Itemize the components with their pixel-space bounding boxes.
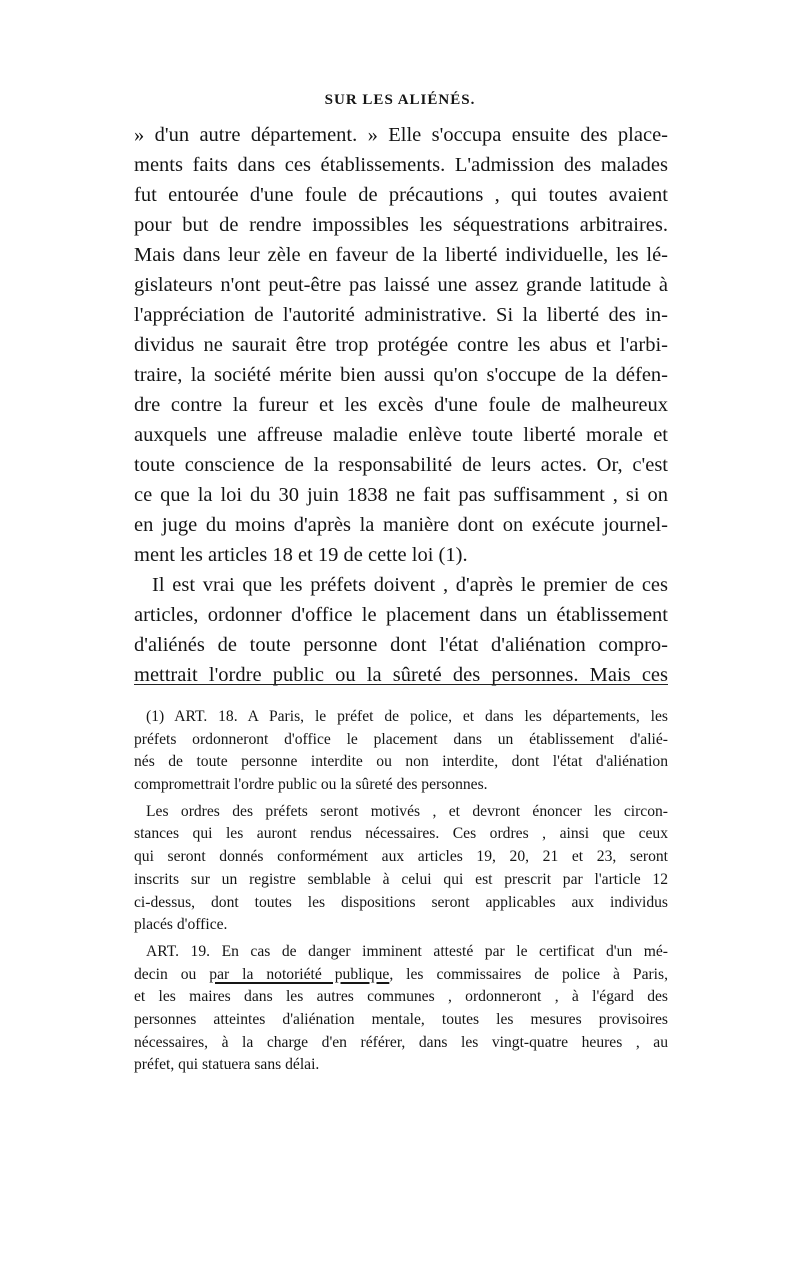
- body-line: articles, ordonner d'office le placement dans un établissement: [134, 604, 668, 626]
- body-line: dividus ne saurait être trop protégée contre les abus et l'arbi-: [134, 334, 668, 356]
- body-line: ce que la loi du 30 juin 1838 ne fait pas suffisamment , si on: [134, 484, 668, 506]
- body-line: Mais dans leur zèle en faveur de la liberté individuelle, les lé-: [134, 244, 668, 266]
- footnote-line: Les ordres des préfets seront motivés , et devront énoncer les circon-: [146, 802, 668, 820]
- footnote-line: (1) ART. 18. A Paris, le préfet de police, et dans les départements, les: [146, 708, 668, 725]
- footnote-line: ci-dessus, dont toutes les dispositions seront applicables aux individus: [134, 893, 668, 911]
- body-line: mettrait l'ordre public ou la sûreté des personnes. Mais ces: [134, 664, 668, 686]
- footnote-line: qui seront donnés conformément aux articles 19, 20, 21 et 23, seront: [134, 848, 668, 866]
- body-line: gislateurs n'ont peut-être pas laissé une assez grande latitude à: [134, 274, 668, 296]
- body-line: fut entourée d'une foule de précautions , qui toutes avaient: [134, 184, 668, 206]
- footnote-line: [134, 964, 668, 987]
- underlined-phrase: par la notoriété publique: [209, 965, 390, 983]
- body-line: pour but de rendre impossibles les séquestrations arbitraires.: [134, 214, 668, 236]
- footnote-line: préfets ordonneront d'office le placement dans un établissement d'alié-: [134, 730, 668, 748]
- footnote-line: compromettrait l'ordre public ou la sûreté des personnes.: [134, 776, 488, 794]
- footnote-line: personnes atteintes d'aliénation mentale, toutes les mesures provisoires: [134, 1010, 668, 1028]
- footnote-line: ART. 19. En cas de danger imminent attesté par le certificat d'un mé-: [146, 942, 668, 960]
- body-line: ment les articles 18 et 19 de cette loi (1).: [134, 544, 468, 566]
- footnote-line: stances qui les auront rendus nécessaires. Ces ordres , ainsi que ceux: [134, 825, 668, 843]
- footnote-line: inscrits sur un registre semblable à celui qui est prescrit par l'article 12: [134, 870, 668, 888]
- body-line: Il est vrai que les préfets doivent , d'après le premier de ces: [152, 574, 668, 596]
- footnote-line: et les maires dans les autres communes , ordonneront , à l'égard des: [134, 988, 668, 1006]
- body-line: ments faits dans ces établissements. L'admission des malades: [134, 154, 668, 176]
- footnote-line: nés de toute personne interdite ou non interdite, dont l'état d'aliénation: [134, 753, 668, 771]
- body-line: traire, la société mérite bien aussi qu'on s'occupe de la défen-: [134, 364, 668, 386]
- running-head: SUR LES ALIÉNÉS.: [324, 92, 476, 108]
- body-line: » d'un autre département. » Elle s'occupa ensuite des place-: [134, 124, 668, 146]
- footnote-divider: [134, 684, 668, 685]
- footnote-line: préfet, qui statuera sans délai.: [134, 1056, 320, 1074]
- body-line: auxquels une affreuse maladie enlève toute liberté morale et: [134, 424, 668, 446]
- footnotes: [134, 706, 668, 1077]
- body-line: l'appréciation de l'autorité administrative. Si la liberté des in-: [134, 304, 668, 326]
- footnote-fragment: , les commissaires de police à Paris,: [389, 965, 668, 983]
- body-text: [134, 120, 668, 690]
- footnote-line: nécessaires, à la charge d'en référer, dans les vingt-quatre heures , au: [134, 1033, 668, 1051]
- body-line: en juge du moins d'après la manière dont on exécute journel-: [134, 514, 668, 536]
- footnote-line: placés d'office.: [134, 916, 228, 934]
- body-line: toute conscience de la responsabilité de leurs actes. Or, c'est: [134, 454, 668, 476]
- body-line: dre contre la fureur et les excès d'une foule de malheureux: [134, 394, 668, 416]
- footnote-fragment: decin ou: [134, 965, 210, 983]
- body-line: d'aliénés de toute personne dont l'état d'aliénation compro-: [134, 634, 668, 656]
